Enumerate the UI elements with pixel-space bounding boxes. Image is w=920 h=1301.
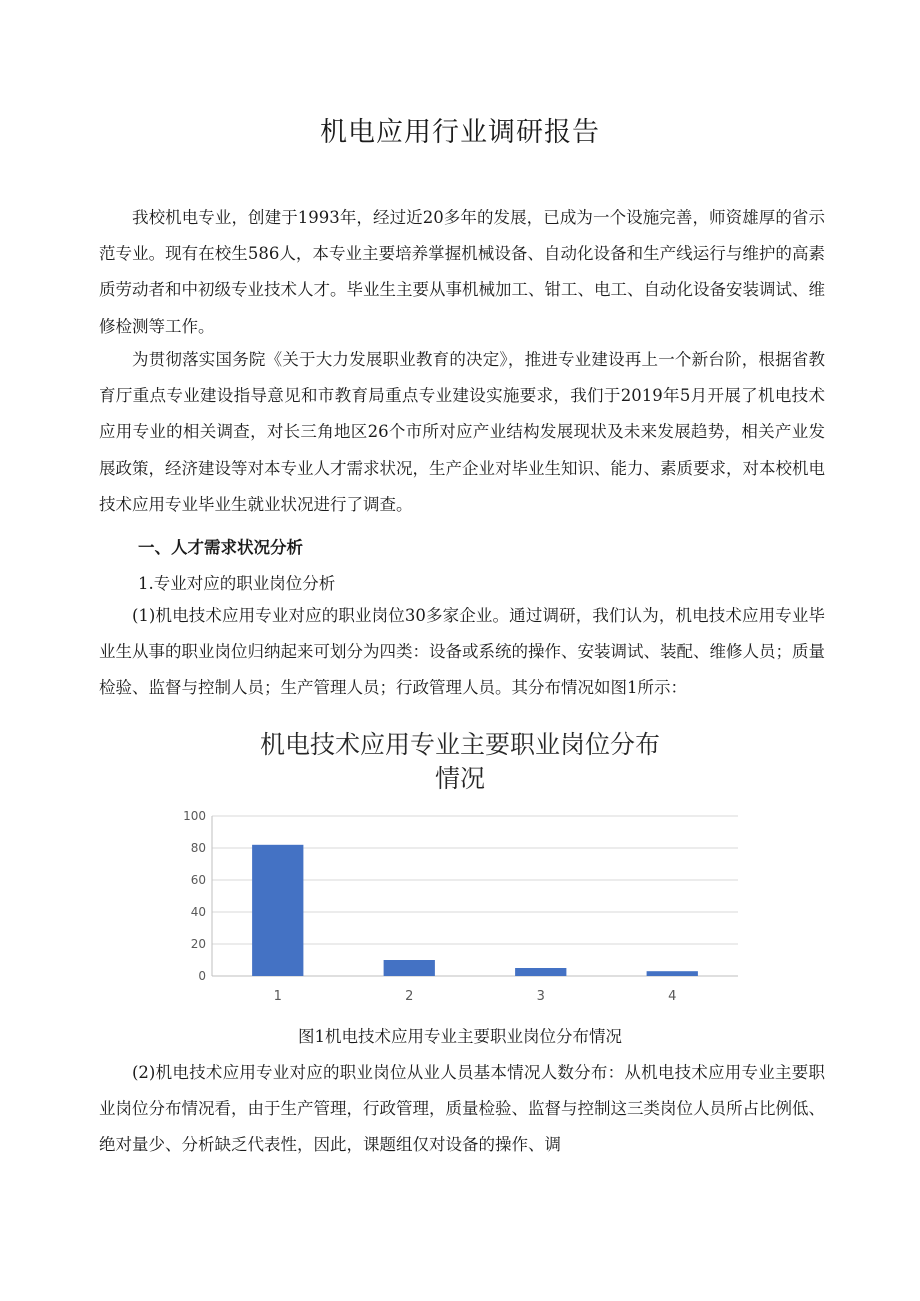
paragraph-1: 我校机电专业，创建于1993年，经过近20多年的发展，已成为一个设施完善，师资雄厚的省示范专业。现有在校生586人，本专业主要培养掌握机械设备、自动化设备和生产线运行与维护的高素质劳动者和中初级专业技术人才。毕业生主要从事机械加工、钳工、电工、自动化设备安装调试、维修检测等工作。	[99, 208, 825, 336]
x-tick-label: 3	[536, 989, 545, 1004]
chart-title-line-1: 机电技术应用专业主要职业岗位分布	[259, 730, 660, 759]
x-tick-label: 4	[668, 989, 677, 1004]
x-tick-label: 1	[273, 989, 282, 1004]
x-tick-label: 2	[405, 989, 414, 1004]
figure-caption: 图1机电技术应用专业主要职业岗位分布情况	[298, 1027, 622, 1046]
chart-title	[160, 728, 760, 796]
document-title: 机电应用行业调研报告	[320, 117, 600, 148]
bar	[515, 968, 566, 976]
section-heading: 一、人才需求状况分析	[138, 538, 303, 557]
y-tick-label: 0	[198, 969, 206, 983]
bar	[252, 845, 303, 976]
bar	[384, 960, 435, 976]
y-tick-label: 100	[183, 809, 206, 823]
y-tick-label: 80	[190, 841, 206, 855]
y-tick-label: 40	[190, 905, 206, 919]
bar	[647, 971, 698, 976]
y-tick-label: 60	[190, 873, 206, 887]
chart-title-line-2: 情况	[434, 764, 485, 793]
paragraph-2: 为贯彻落实国务院《关于大力发展职业教育的决定》，推进专业建设再上一个新台阶，根据省教育厅重点专业建设指导意见和市教育局重点专业建设实施要求，我们于2019年5月开展了机电技术应用专业的相关调查，对长三角地区26个市所对应产业结构发展现状及未来发展趋势，相关产业发展政策，经济建设等对本专业人才需求状况，生产企业对毕业生知识、能力、素质要求，对本校机电技术应用专业毕业生就业状况进行了调查。	[99, 350, 825, 514]
paragraph-4: (2)机电技术应用专业对应的职业岗位从业人员基本情况人数分布：从机电技术应用专业主要职业岗位分布情况看，由于生产管理，行政管理，质量检验、监督与控制这三类岗位人员所占比例低、绝对量少、分析缺乏代表性，因此，课题组仅对设备的操作、调	[99, 1063, 825, 1155]
subsection-heading: 1.专业对应的职业岗位分析	[138, 574, 336, 593]
paragraph-3: (1)机电技术应用专业对应的职业岗位30多家企业。通过调研，我们认为，机电技术应用专业毕业生从事的职业岗位归纳起来可划分为四类：设备或系统的操作、安装调试、装配、维修人员；质量检验、监督与控制人员；生产管理人员；行政管理人员。其分布情况如图1所示：	[99, 606, 825, 698]
bar-chart	[160, 800, 760, 1010]
y-tick-label: 20	[190, 937, 206, 951]
